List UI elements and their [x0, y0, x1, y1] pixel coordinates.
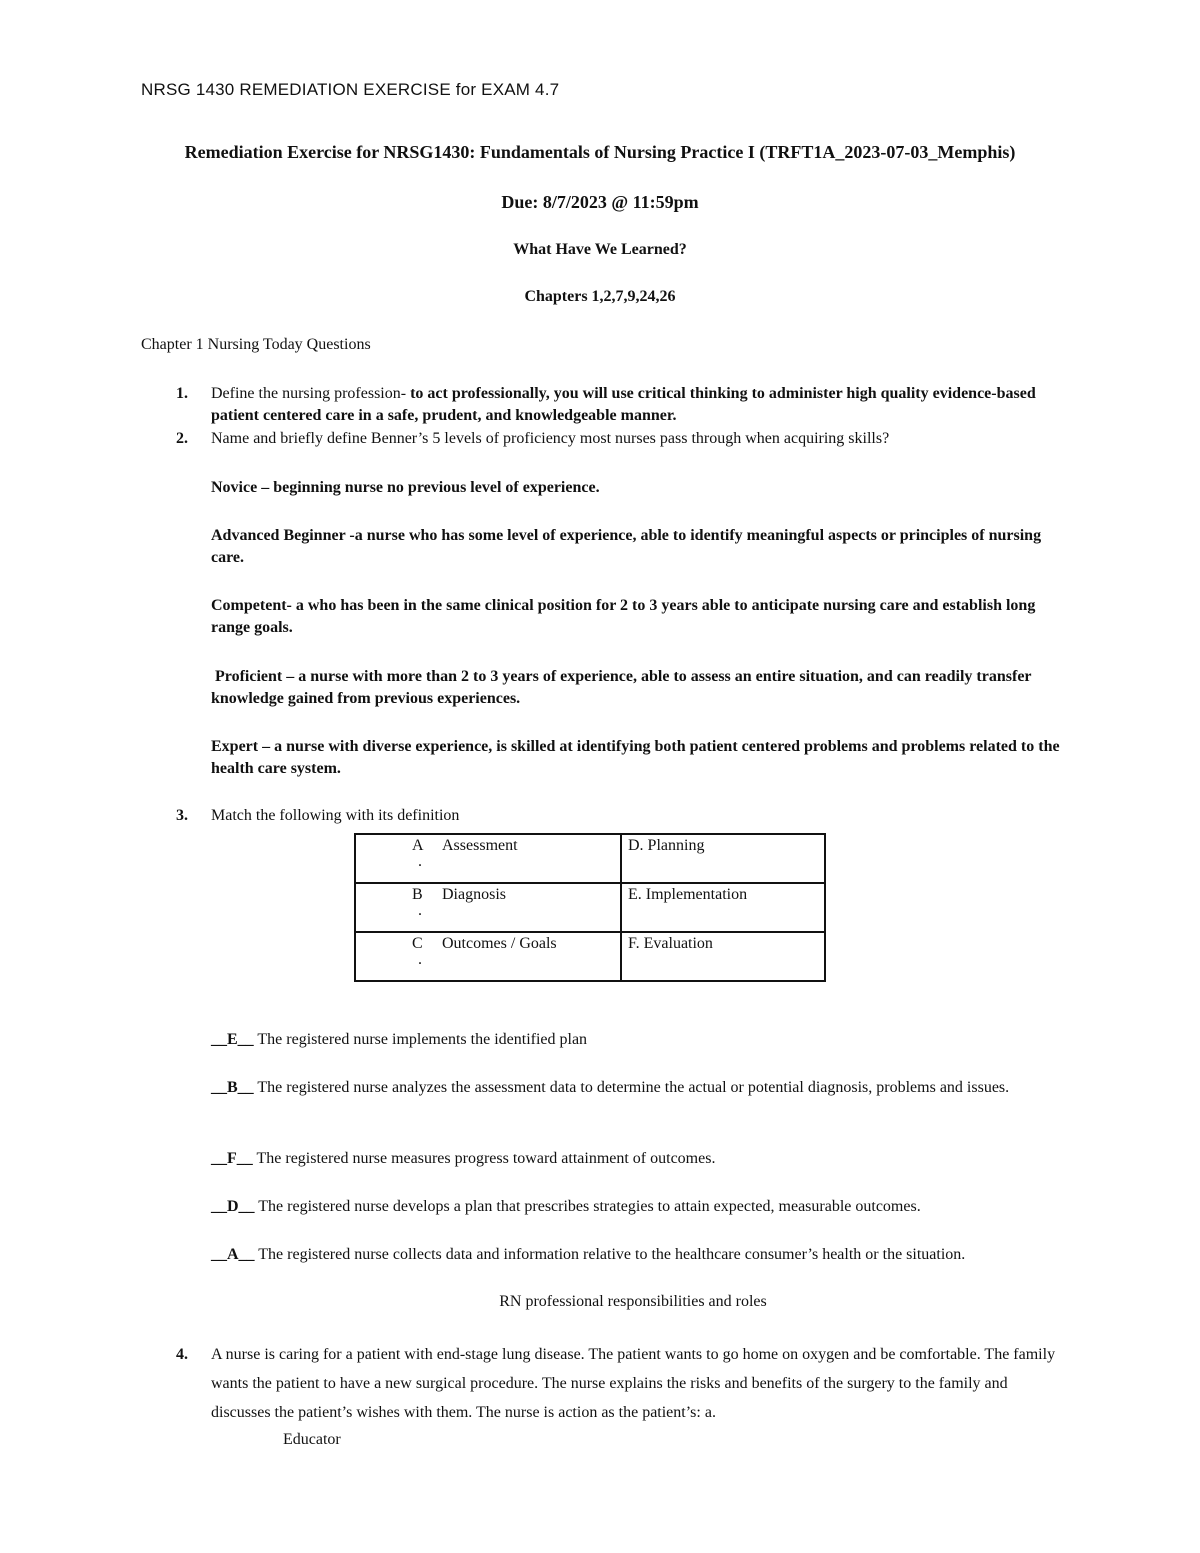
question-3	[176, 805, 1056, 827]
matching-table	[354, 833, 826, 982]
match-answer	[211, 1196, 1061, 1218]
benner-level-advanced-beginner: Advanced Beginner -a nurse who has some level of experience, able to identify meaningful aspects or principles of nursing care.	[211, 527, 1042, 566]
answer-text: The registered nurse analyzes the assessment data to determine the actual or potential diagnosis, problems and issues.	[253, 1079, 1010, 1096]
question-number: 2.	[176, 430, 188, 447]
subtitle-learned: What Have We Learned?	[513, 241, 687, 258]
benner-level-expert: Expert – a nurse with diverse experience, is skilled at identifying both patient centered problems and problems related to the health care system.	[211, 738, 1060, 777]
table-cell-option: F. Evaluation	[621, 932, 825, 981]
table-cell-term: A Assessment .	[355, 834, 621, 883]
table-row	[355, 932, 825, 981]
answer-text: The registered nurse measures progress toward attainment of outcomes.	[252, 1150, 716, 1167]
answer-blank: __D__	[211, 1198, 255, 1215]
question-number: 1.	[176, 385, 188, 402]
answer-text: The registered nurse collects data and information relative to the healthcare consumer’s health or the situation.	[254, 1246, 966, 1263]
question-number: 4.	[176, 1346, 188, 1363]
question-answer: to act professionally, you will use critical thinking to administer high quality evidence-based patient centered care in a safe, prudent, and knowledgeable manner.	[211, 385, 1036, 424]
answer-text: The registered nurse develops a plan that prescribes strategies to attain expected, measurable outcomes.	[254, 1198, 921, 1215]
answer-option: Educator	[283, 1431, 341, 1448]
question-1	[176, 383, 1056, 427]
table-cell-option: D. Planning	[621, 834, 825, 883]
match-answer	[211, 1148, 1061, 1170]
chapters-list: Chapters 1,2,7,9,24,26	[524, 288, 676, 305]
answer-blank: __F__	[211, 1150, 253, 1167]
benner-level-proficient: Proficient – a nurse with more than 2 to 3 years of experience, able to assess an entire situation, and can readily transfer knowledge gained from previous experiences.	[211, 668, 1036, 707]
table-cell-term: B Diagnosis .	[355, 883, 621, 932]
question-text: A nurse is caring for a patient with end-stage lung disease. The patient wants to go home on oxygen and be comfortable. The family wants the patient to have a new surgical procedure. The nurse explains the risks and benefits of the surgery to the family and discusses the patient’s wishes with them. The nurse is action as the patient’s: a.	[211, 1346, 1056, 1421]
chapter-heading: Chapter 1 Nursing Today Questions	[141, 336, 371, 353]
question-4	[176, 1340, 1056, 1427]
answer-blank: __E__	[211, 1031, 254, 1048]
benner-level-competent: Competent- a who has been in the same clinical position for 2 to 3 years able to anticipate nursing care and establish long range goals.	[211, 597, 1036, 636]
question-2	[176, 428, 1056, 450]
table-row	[355, 834, 825, 883]
match-answer	[211, 1244, 1061, 1266]
document-title: Remediation Exercise for NRSG1430: Fundamentals of Nursing Practice I (TRFT1A_2023-07-03_Memphis)	[184, 142, 1016, 162]
question-number: 3.	[176, 807, 188, 824]
section-title: RN professional responsibilities and roles	[499, 1293, 767, 1310]
table-row	[355, 883, 825, 932]
question-prompt: Name and briefly define Benner’s 5 levels of proficiency most nurses pass through when acquiring skills?	[211, 430, 890, 447]
match-answer	[211, 1029, 1061, 1051]
question-prompt: Define the nursing profession-	[211, 385, 411, 402]
page-header: NRSG 1430 REMEDIATION EXERCISE for EXAM 4.7	[141, 80, 560, 99]
due-date: Due: 8/7/2023 @ 11:59pm	[501, 192, 699, 212]
benner-level-novice: Novice – beginning nurse no previous level of experience.	[211, 479, 600, 496]
answer-text: The registered nurse implements the identified plan	[253, 1031, 588, 1048]
table-cell-option: E. Implementation	[621, 883, 825, 932]
match-answer	[211, 1077, 1061, 1099]
table-cell-term: C Outcomes / Goals .	[355, 932, 621, 981]
question-prompt: Match the following with its definition	[211, 807, 460, 824]
answer-blank: __A__	[211, 1246, 255, 1263]
answer-blank: __B__	[211, 1079, 254, 1096]
